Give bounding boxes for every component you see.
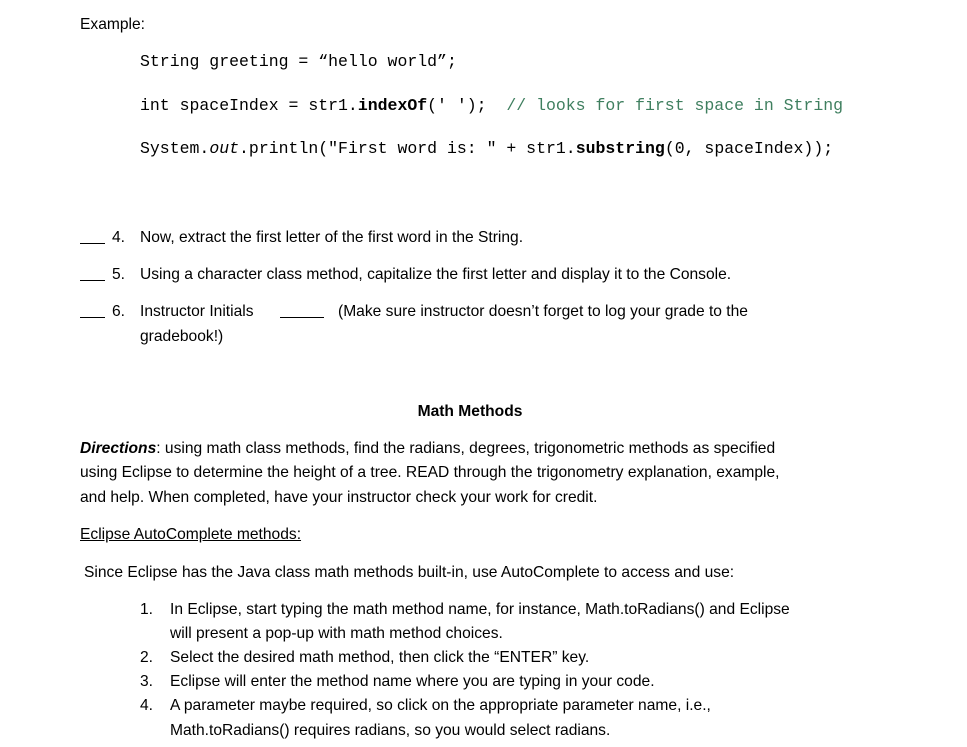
autocomplete-heading: Eclipse AutoComplete methods: [80, 526, 302, 543]
step-text: Select the desired math method, then click the “ENTER” key. [170, 649, 590, 666]
code-line-3 [140, 138, 833, 160]
directions-text: : using math class methods, find the radians, degrees, trigonometric methods as specified [156, 440, 776, 457]
step-number: 4. [140, 697, 154, 714]
code-text: .println("First word is: " + str1. [239, 139, 576, 158]
directions-line-1 [80, 439, 775, 459]
step-number: 1. [140, 601, 154, 618]
code-field-name: out [209, 139, 240, 158]
grade-blank [80, 266, 105, 281]
code-text: (0, spaceIndex)); [664, 139, 834, 158]
task-number: 6. [112, 303, 126, 320]
initials-blank [280, 303, 324, 318]
code-text: int spaceIndex = str1. [140, 96, 358, 115]
task-number: 4. [112, 229, 126, 246]
code-comment: // looks for first space in String [506, 96, 844, 115]
step-number: 3. [140, 673, 154, 690]
step-number: 2. [140, 649, 154, 666]
directions-label: Directions [80, 440, 157, 457]
code-text: String greeting = [140, 52, 319, 71]
directions-line-2: using Eclipse to determine the height of a tree. READ through the trigonometry explanation, example, [80, 464, 780, 481]
step-text: Eclipse will enter the method name where you are typing in your code. [170, 673, 655, 690]
step-text: In Eclipse, start typing the math method name, for instance, Math.toRadians() and Eclipse [170, 601, 790, 618]
section-title: Math Methods [417, 403, 523, 420]
step-text-continued: will present a pop-up with math method choices. [170, 625, 503, 642]
code-method-name: indexOf [357, 96, 428, 115]
code-text: (' '); [427, 96, 507, 115]
task-note-continued: gradebook!) [140, 328, 224, 345]
directions-line-3: and help. When completed, have your instructor check your work for credit. [80, 489, 598, 506]
example-label: Example: [80, 16, 146, 33]
task-text: Using a character class method, capitalize the first letter and display it to the Console. [140, 266, 732, 283]
autocomplete-intro: Since Eclipse has the Java class math methods built-in, use AutoComplete to access and use: [84, 564, 735, 581]
code-line-2 [140, 95, 843, 117]
grade-blank [80, 229, 105, 244]
task-note: (Make sure instructor doesn’t forget to log your grade to the [338, 303, 748, 320]
step-text-continued: Math.toRadians() requires radians, so you would select radians. [170, 722, 611, 739]
code-string-literal: “hello world”; [318, 52, 457, 71]
code-line-1 [140, 51, 457, 73]
grade-blank [80, 303, 105, 318]
step-text: A parameter maybe required, so click on the appropriate parameter name, i.e., [170, 697, 711, 714]
code-text: System. [140, 139, 210, 158]
task-text: Instructor Initials [140, 303, 254, 320]
task-number: 5. [112, 266, 126, 283]
task-text: Now, extract the first letter of the first word in the String. [140, 229, 524, 246]
code-method-name: substring [575, 139, 665, 158]
